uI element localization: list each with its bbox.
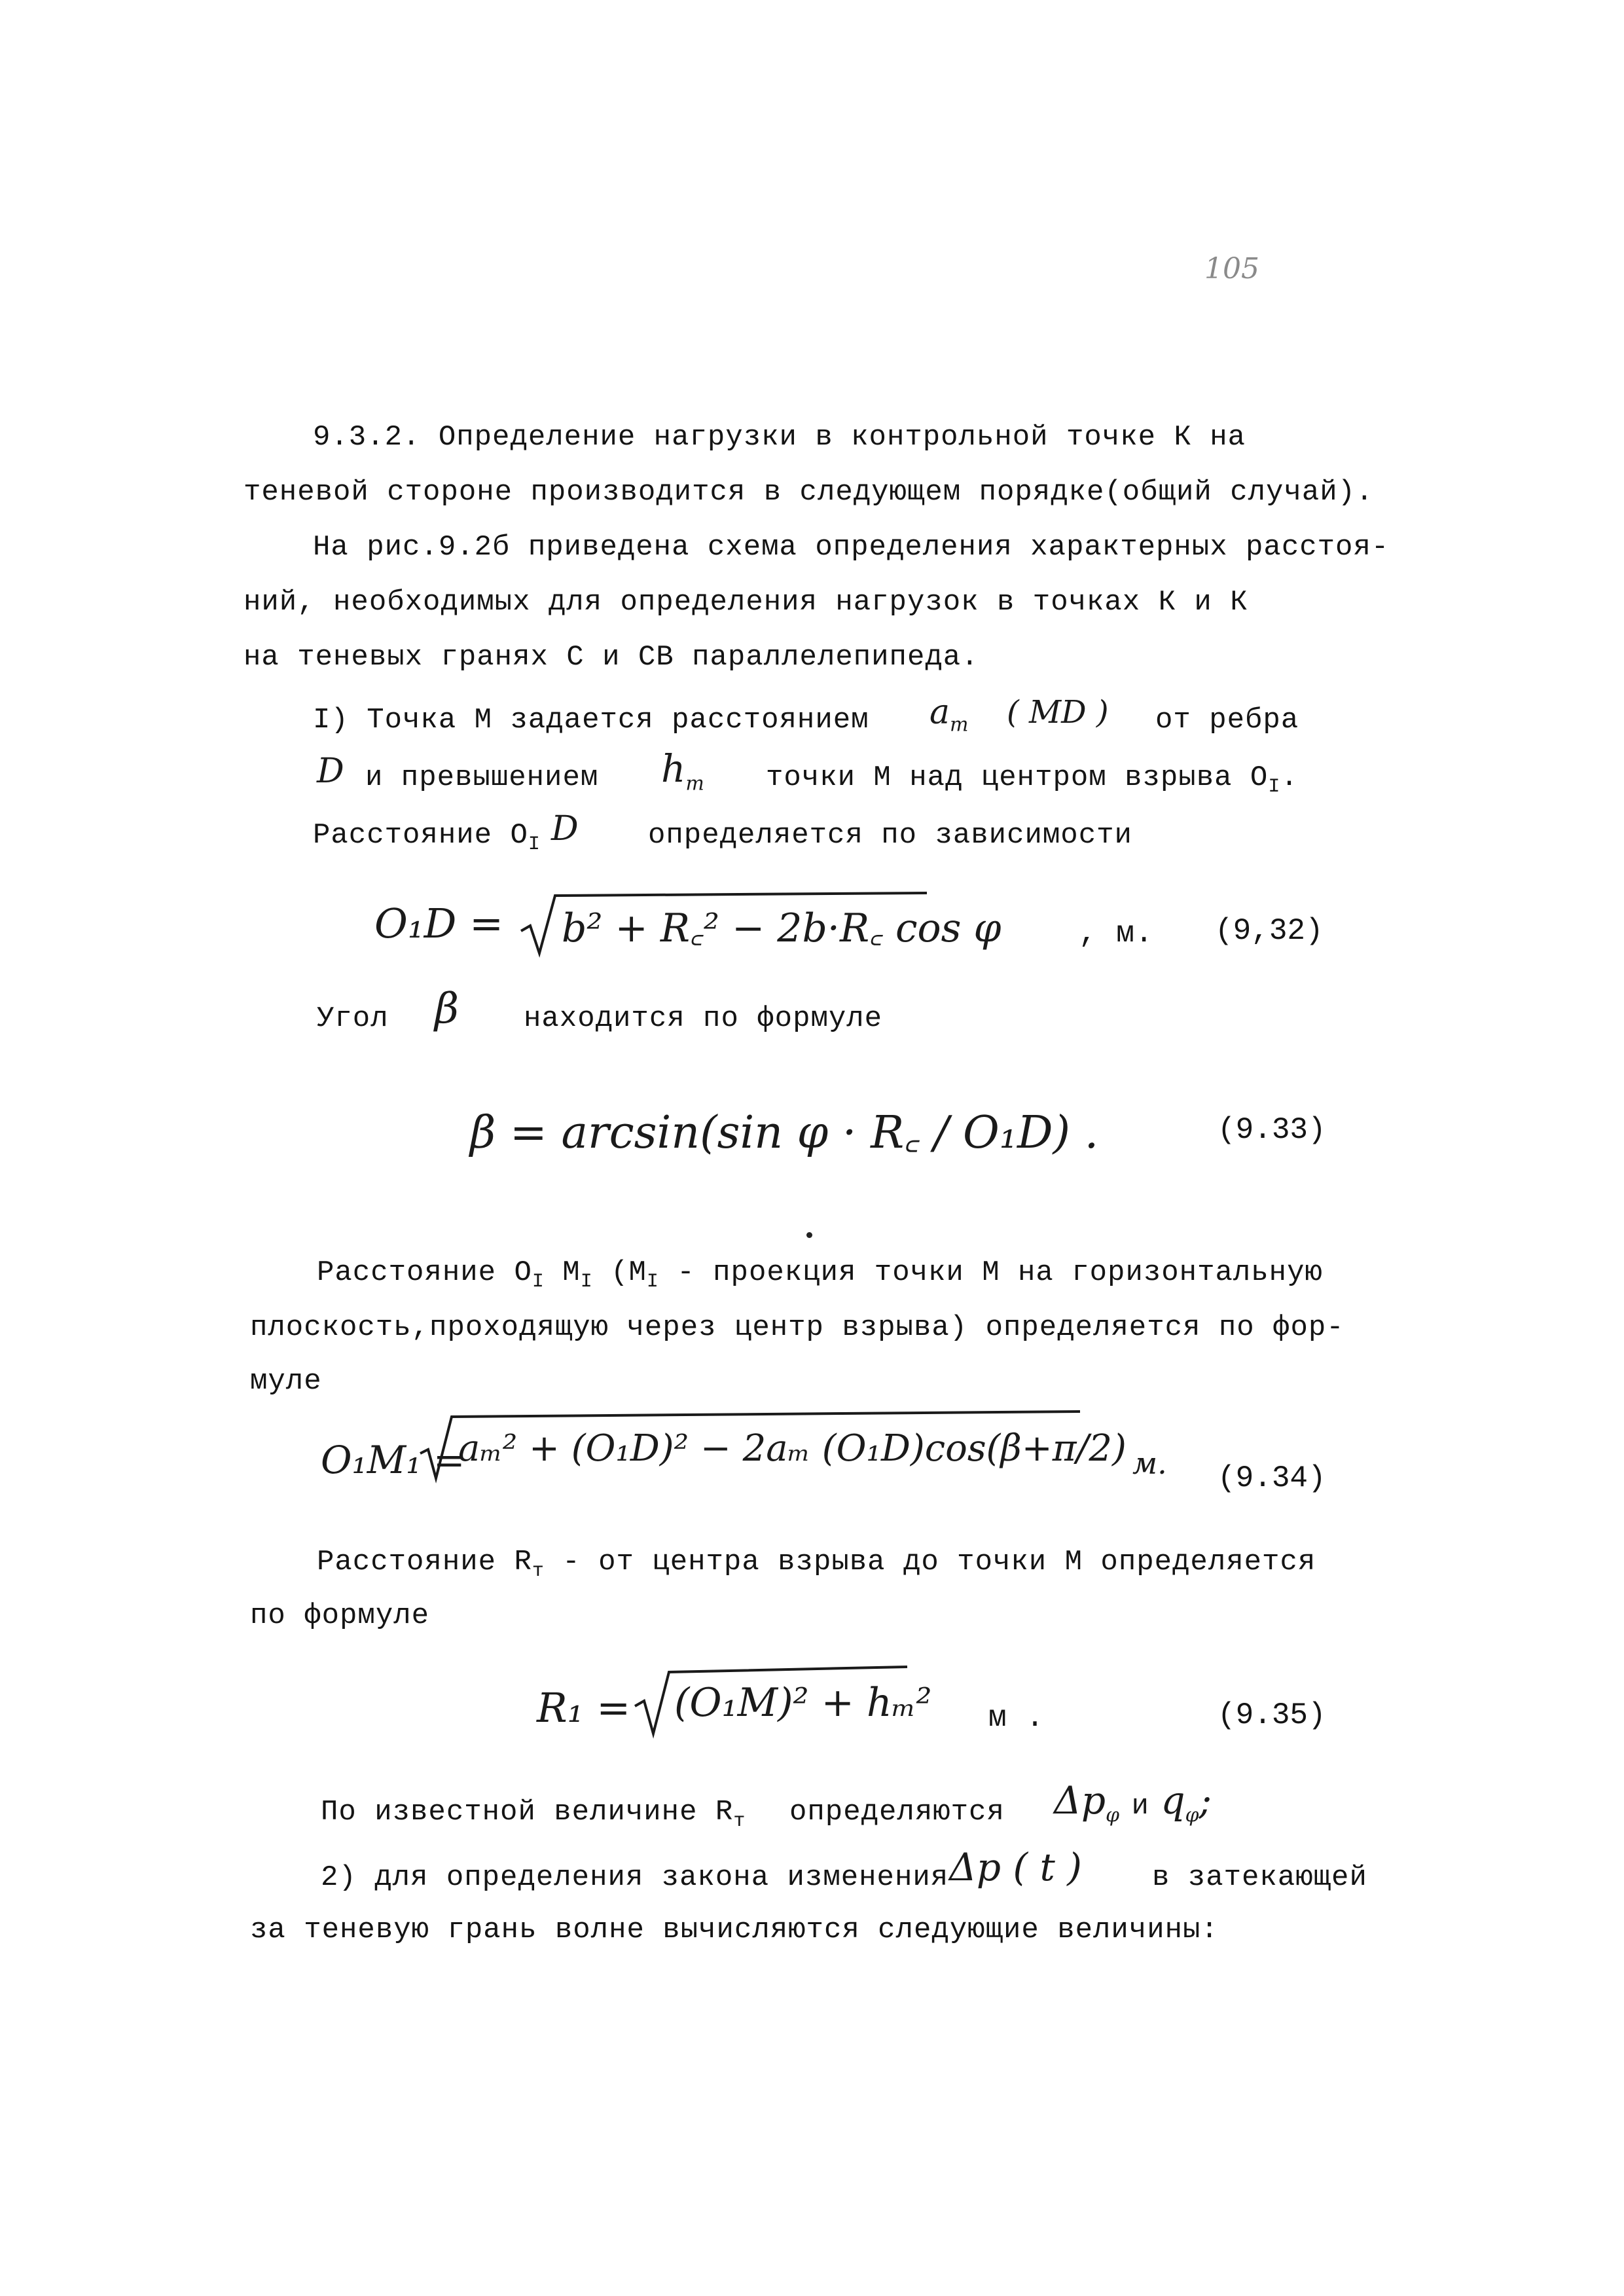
equation-9-32-unit: , м.	[1079, 917, 1154, 951]
stray-dot	[806, 1232, 812, 1238]
text-line-16: Расстояние $R_т$ - от центра взрыва до точки М определяется	[317, 1546, 1316, 1582]
equation-9-32-rhs: b² + R꜀² − 2b·R꜀ cos φ	[562, 905, 1001, 951]
symbol-md: ( MD )	[1007, 694, 1109, 731]
text-line-6b: от ребра	[1155, 704, 1299, 737]
page-number: 105	[1204, 252, 1259, 285]
text-line-1: 9.3.2. Определение нагрузки в контрольной точке К на	[313, 421, 1246, 454]
text-line-19: определяются	[789, 1796, 1005, 1829]
equation-9-35-number: (9.35)	[1218, 1698, 1326, 1732]
text-line-4: ний, необходимых для определения нагрузок в точках К и К	[244, 586, 1248, 619]
text-line-17: по формуле	[250, 1599, 430, 1632]
symbol-d: D	[317, 752, 344, 791]
text-line-2: теневой стороне производится в следующем порядке(общий случай).	[244, 476, 1374, 509]
text-line-7: и превышением	[365, 761, 599, 794]
symbol-beta: β	[435, 985, 459, 1033]
text-line-6: I) Точка М задается расстоянием	[313, 704, 869, 737]
equation-9-32-lhs: O₁D =	[374, 900, 504, 947]
text-line-15: муле	[250, 1365, 322, 1398]
equation-9-35-lhs: R₁ =	[537, 1684, 631, 1732]
text-line-20: 2) для определения закона изменения	[321, 1861, 949, 1894]
equation-9-34-lhs: O₁M₁ =	[321, 1438, 465, 1482]
text-line-5: на теневых гранях С и СВ параллелепипеда.	[244, 641, 979, 674]
text-line-3: На рис.9.2б приведена схема определения характерных расстоя-	[313, 531, 1390, 564]
text-line-21: в затекающей	[1152, 1861, 1367, 1894]
equation-9-34-rhs: aₘ² + (O₁D)² − 2aₘ (O₁D)cos(β+π/2)	[458, 1427, 1127, 1470]
equation-9-34-number: (9.34)	[1218, 1461, 1326, 1495]
text-line-9: Расстояние $О_I$	[313, 819, 541, 856]
text-line-8: точки М над центром взрыва $О_I$.	[766, 761, 1299, 798]
symbol-h-m: $h_m$	[661, 746, 704, 795]
equation-9-33-number: (9.33)	[1218, 1113, 1326, 1147]
text-line-10: определяется по зависимости	[648, 819, 1132, 852]
text-line-14: плоскость,проходящую через центр взрыва) определяется по фор-	[250, 1311, 1344, 1344]
text-line-12: находится по формуле	[524, 1002, 883, 1035]
equation-9-35-rhs: (O₁M)² + hₘ²	[674, 1680, 932, 1726]
equation-9-34-unit: м.	[1132, 1446, 1167, 1481]
symbol-dp-phi: $\Delta p_\varphi$ и $q_\varphi$;	[1054, 1778, 1212, 1827]
equation-9-33-lhs: β = arcsin(sin φ · R꜀ / O₁D) .	[470, 1107, 1099, 1159]
symbol-dp-t: Δp ( t )	[949, 1845, 1082, 1889]
text-line-22: за теневую грань волне вычисляются следующие величины:	[250, 1914, 1219, 1946]
equation-9-32-number: (9,32)	[1215, 914, 1324, 948]
symbol-a-m: $a_m$	[929, 693, 969, 737]
text-line-18: По известной величине $R_т$	[321, 1796, 746, 1832]
text-line-11: Угол	[317, 1002, 389, 1035]
text-line-13: Расстояние $О_I$ $М_I$ ($М_I$ - проекция точки М на горизонтальную	[317, 1256, 1323, 1293]
equation-9-35-unit: м .	[988, 1701, 1045, 1735]
symbol-d-2: D	[551, 809, 579, 848]
